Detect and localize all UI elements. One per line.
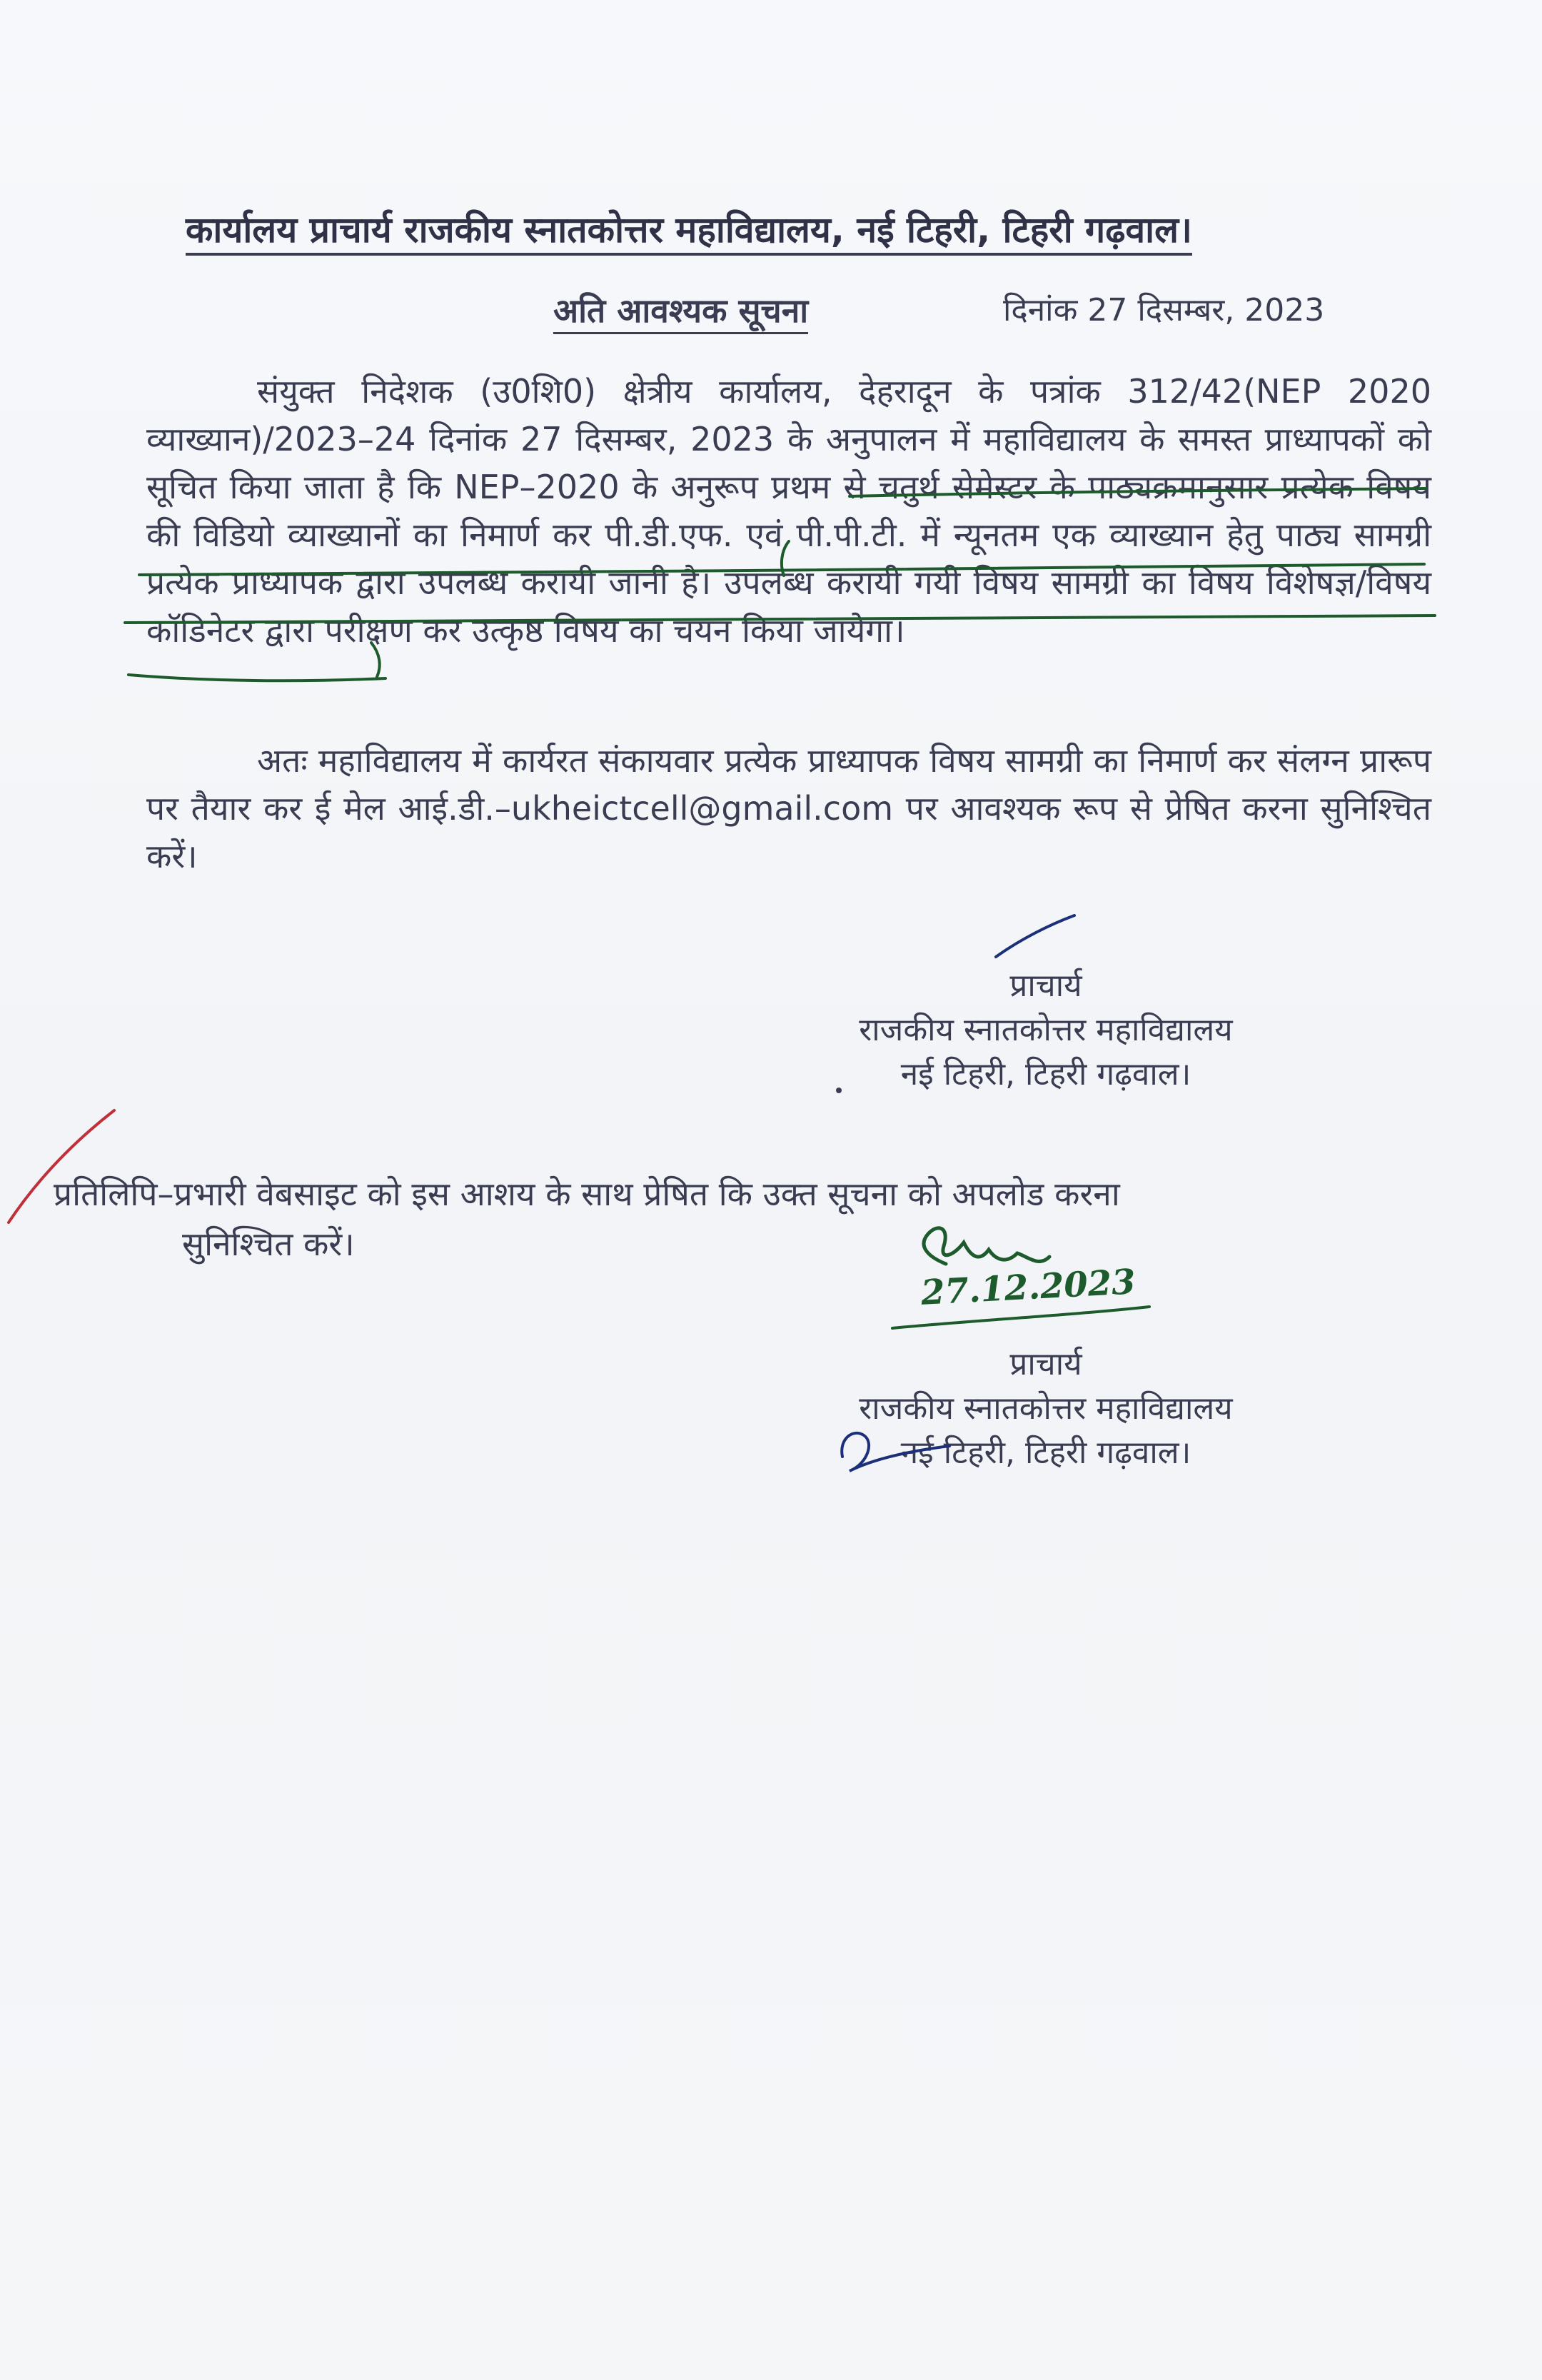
notice-title: अति आवश्यक सूचना bbox=[553, 289, 808, 334]
signature-block-principal-copy bbox=[832, 1342, 1260, 1475]
copy-to-line-2: सुनिश्चित करें। bbox=[182, 1225, 355, 1263]
blue-initial-mark bbox=[996, 915, 1074, 957]
notice-paragraph-2: अतः महाविद्यालय में कार्यरत संकायवार प्रत्येक प्राध्यापक विषय सामग्री का निमार्ण कर संलग्न प्रारूप पर तैयार कर ई मेल आई.डी.–ukheictcell@gmail.com पर आवश्यक रूप से प्रेषित करना सुनिश्चित करें। bbox=[146, 741, 1431, 875]
signature-location: नई टिहरी, टिहरी गढ़वाल। bbox=[900, 1056, 1191, 1093]
green-underline-4 bbox=[128, 675, 386, 681]
signature-location: नई टिहरी, टिहरी गढ़वाल। bbox=[900, 1435, 1191, 1471]
signature-block-principal bbox=[832, 964, 1260, 1097]
signature-institution: राजकीय स्नातकोत्तर महाविद्यालय bbox=[859, 1012, 1233, 1048]
handwritten-date: 27.12.2023 bbox=[919, 1262, 1137, 1313]
signature-designation: प्राचार्य bbox=[1009, 1346, 1082, 1382]
notice-paragraph-1: संयुक्त निदेशक (उ0शि0) क्षेत्रीय कार्यालय, देहरादून के पत्रांक 312/42(NEP 2020 व्याख्यान)/2023–24 दिनांक 27 दिसम्बर, 2023 के अनुपालन में महाविद्यालय के समस्त प्राध्यापकों को सूचित किया जाता है कि NEP–2020 के अनुरूप प्रथम से चतुर्थ सेमेस्टर के पाठ्यक्रमानुसार प्रत्येक विषय की विडियो व्याख्यानों का निमार्ण कर पी.डी.एफ. एवं पी.पी.टी. में न्यूनतम एक व्याख्यान हेतु पाठ्य सामग्री प्रत्येक प्राध्यापक द्वारा उपलब्ध करायी जानी है। उपलब्ध करायी गयी विषय सामग्री का विषय विशेषज्ञ/विषय कॉडिनेटर द्वारा परीक्षण कर उत्कृष्ठ विषय का चयन किया जायेगा। bbox=[146, 372, 1431, 650]
office-heading: कार्यालय प्राचार्य राजकीय स्नातकोत्तर महाविद्यालय, नई टिहरी, टिहरी गढ़वाल। bbox=[186, 209, 1192, 256]
signature-institution: राजकीय स्नातकोत्तर महाविद्यालय bbox=[859, 1390, 1233, 1427]
notice-date: दिनांक 27 दिसम्बर, 2023 bbox=[1003, 292, 1325, 328]
signature-designation: प्राचार्य bbox=[1009, 968, 1082, 1004]
copy-to-note bbox=[54, 1169, 1367, 1269]
copy-to-line-1: प्रतिलिपि–प्रभारी वेबसाइट को इस आशय के साथ प्रेषित कि उक्त सूचना को अपलोड करना bbox=[54, 1175, 1120, 1213]
